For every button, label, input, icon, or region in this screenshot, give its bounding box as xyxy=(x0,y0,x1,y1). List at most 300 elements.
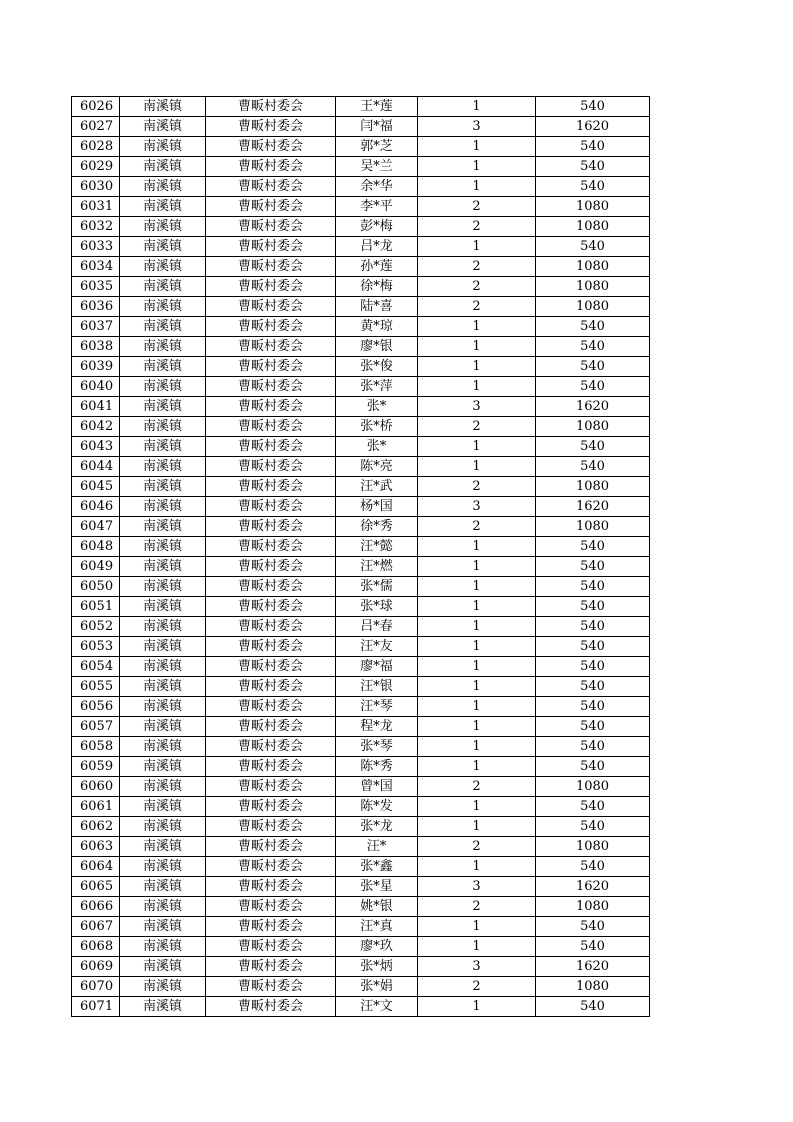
cell-row-number: 6049 xyxy=(72,557,120,577)
cell-row-number: 6066 xyxy=(72,897,120,917)
cell-amount: 540 xyxy=(536,737,650,757)
cell-count: 1 xyxy=(418,937,536,957)
cell-town: 南溪镇 xyxy=(120,877,206,897)
cell-row-number: 6040 xyxy=(72,377,120,397)
cell-amount: 540 xyxy=(536,817,650,837)
cell-amount: 540 xyxy=(536,637,650,657)
cell-amount: 1080 xyxy=(536,257,650,277)
cell-amount: 540 xyxy=(536,537,650,557)
cell-row-number: 6063 xyxy=(72,837,120,857)
cell-town: 南溪镇 xyxy=(120,517,206,537)
cell-name: 孙*莲 xyxy=(336,257,418,277)
cell-name: 郭*芝 xyxy=(336,137,418,157)
cell-amount: 540 xyxy=(536,437,650,457)
cell-count: 1 xyxy=(418,817,536,837)
cell-village-committee: 曹畈村委会 xyxy=(206,297,336,317)
cell-count: 1 xyxy=(418,437,536,457)
cell-row-number: 6038 xyxy=(72,337,120,357)
cell-name: 张*炳 xyxy=(336,957,418,977)
table-row xyxy=(72,657,650,677)
cell-row-number: 6071 xyxy=(72,997,120,1017)
table-row xyxy=(72,217,650,237)
cell-count: 1 xyxy=(418,97,536,117)
cell-row-number: 6060 xyxy=(72,777,120,797)
cell-count: 1 xyxy=(418,717,536,737)
cell-count: 2 xyxy=(418,257,536,277)
cell-amount: 540 xyxy=(536,157,650,177)
table-row xyxy=(72,597,650,617)
cell-village-committee: 曹畈村委会 xyxy=(206,357,336,377)
cell-village-committee: 曹畈村委会 xyxy=(206,177,336,197)
cell-name: 汪* xyxy=(336,837,418,857)
cell-amount: 540 xyxy=(536,337,650,357)
cell-village-committee: 曹畈村委会 xyxy=(206,937,336,957)
cell-amount: 1620 xyxy=(536,497,650,517)
cell-count: 2 xyxy=(418,217,536,237)
cell-amount: 1080 xyxy=(536,977,650,997)
cell-name: 张* xyxy=(336,437,418,457)
cell-name: 余*华 xyxy=(336,177,418,197)
cell-count: 1 xyxy=(418,697,536,717)
cell-row-number: 6031 xyxy=(72,197,120,217)
cell-name: 张*俊 xyxy=(336,357,418,377)
cell-village-committee: 曹畈村委会 xyxy=(206,117,336,137)
cell-row-number: 6050 xyxy=(72,577,120,597)
cell-count: 1 xyxy=(418,237,536,257)
cell-count: 3 xyxy=(418,497,536,517)
cell-village-committee: 曹畈村委会 xyxy=(206,797,336,817)
cell-name: 汪*友 xyxy=(336,637,418,657)
cell-town: 南溪镇 xyxy=(120,237,206,257)
cell-amount: 1080 xyxy=(536,777,650,797)
cell-amount: 540 xyxy=(536,597,650,617)
cell-name: 杨*国 xyxy=(336,497,418,517)
cell-amount: 540 xyxy=(536,557,650,577)
cell-name: 李*平 xyxy=(336,197,418,217)
cell-row-number: 6064 xyxy=(72,857,120,877)
table-row xyxy=(72,637,650,657)
table-body xyxy=(72,97,650,1017)
table-row xyxy=(72,737,650,757)
table-row xyxy=(72,177,650,197)
cell-town: 南溪镇 xyxy=(120,697,206,717)
cell-amount: 1620 xyxy=(536,397,650,417)
cell-row-number: 6028 xyxy=(72,137,120,157)
cell-row-number: 6065 xyxy=(72,877,120,897)
cell-town: 南溪镇 xyxy=(120,217,206,237)
cell-name: 汪*真 xyxy=(336,917,418,937)
cell-name: 汪*懿 xyxy=(336,537,418,557)
cell-town: 南溪镇 xyxy=(120,957,206,977)
table-row xyxy=(72,677,650,697)
cell-village-committee: 曹畈村委会 xyxy=(206,137,336,157)
cell-town: 南溪镇 xyxy=(120,657,206,677)
cell-row-number: 6029 xyxy=(72,157,120,177)
cell-row-number: 6047 xyxy=(72,517,120,537)
cell-amount: 540 xyxy=(536,717,650,737)
cell-village-committee: 曹畈村委会 xyxy=(206,637,336,657)
table-row xyxy=(72,917,650,937)
table-row xyxy=(72,397,650,417)
cell-amount: 540 xyxy=(536,997,650,1017)
cell-row-number: 6062 xyxy=(72,817,120,837)
cell-count: 1 xyxy=(418,997,536,1017)
cell-amount: 1080 xyxy=(536,477,650,497)
cell-town: 南溪镇 xyxy=(120,497,206,517)
cell-count: 1 xyxy=(418,177,536,197)
cell-name: 张*龙 xyxy=(336,817,418,837)
table-row xyxy=(72,777,650,797)
cell-count: 2 xyxy=(418,777,536,797)
table-row xyxy=(72,837,650,857)
cell-town: 南溪镇 xyxy=(120,157,206,177)
cell-village-committee: 曹畈村委会 xyxy=(206,897,336,917)
cell-count: 1 xyxy=(418,857,536,877)
cell-village-committee: 曹畈村委会 xyxy=(206,337,336,357)
cell-count: 1 xyxy=(418,137,536,157)
cell-name: 汪*武 xyxy=(336,477,418,497)
cell-village-committee: 曹畈村委会 xyxy=(206,157,336,177)
cell-count: 2 xyxy=(418,197,536,217)
cell-count: 1 xyxy=(418,377,536,397)
cell-town: 南溪镇 xyxy=(120,737,206,757)
cell-village-committee: 曹畈村委会 xyxy=(206,737,336,757)
cell-village-committee: 曹畈村委会 xyxy=(206,417,336,437)
cell-town: 南溪镇 xyxy=(120,477,206,497)
table-row xyxy=(72,197,650,217)
cell-town: 南溪镇 xyxy=(120,837,206,857)
cell-count: 3 xyxy=(418,957,536,977)
cell-amount: 1080 xyxy=(536,837,650,857)
cell-count: 1 xyxy=(418,657,536,677)
cell-count: 2 xyxy=(418,517,536,537)
cell-amount: 1080 xyxy=(536,197,650,217)
cell-count: 1 xyxy=(418,537,536,557)
cell-count: 2 xyxy=(418,477,536,497)
cell-town: 南溪镇 xyxy=(120,397,206,417)
table-row xyxy=(72,577,650,597)
cell-amount: 540 xyxy=(536,857,650,877)
table-row xyxy=(72,457,650,477)
cell-count: 3 xyxy=(418,117,536,137)
table-row xyxy=(72,257,650,277)
cell-count: 1 xyxy=(418,157,536,177)
cell-row-number: 6037 xyxy=(72,317,120,337)
table-row xyxy=(72,497,650,517)
cell-count: 1 xyxy=(418,337,536,357)
cell-row-number: 6048 xyxy=(72,537,120,557)
table-row xyxy=(72,277,650,297)
table-row xyxy=(72,317,650,337)
cell-town: 南溪镇 xyxy=(120,997,206,1017)
cell-village-committee: 曹畈村委会 xyxy=(206,317,336,337)
cell-name: 闫*福 xyxy=(336,117,418,137)
cell-amount: 1620 xyxy=(536,117,650,137)
cell-village-committee: 曹畈村委会 xyxy=(206,497,336,517)
cell-village-committee: 曹畈村委会 xyxy=(206,777,336,797)
cell-amount: 540 xyxy=(536,757,650,777)
cell-amount: 540 xyxy=(536,697,650,717)
cell-row-number: 6069 xyxy=(72,957,120,977)
cell-village-committee: 曹畈村委会 xyxy=(206,217,336,237)
cell-row-number: 6061 xyxy=(72,797,120,817)
cell-town: 南溪镇 xyxy=(120,437,206,457)
cell-town: 南溪镇 xyxy=(120,377,206,397)
cell-village-committee: 曹畈村委会 xyxy=(206,577,336,597)
cell-name: 张*鑫 xyxy=(336,857,418,877)
cell-town: 南溪镇 xyxy=(120,417,206,437)
cell-amount: 540 xyxy=(536,457,650,477)
cell-row-number: 6068 xyxy=(72,937,120,957)
cell-row-number: 6046 xyxy=(72,497,120,517)
cell-amount: 540 xyxy=(536,937,650,957)
cell-village-committee: 曹畈村委会 xyxy=(206,197,336,217)
cell-town: 南溪镇 xyxy=(120,137,206,157)
cell-town: 南溪镇 xyxy=(120,457,206,477)
cell-amount: 540 xyxy=(536,797,650,817)
cell-row-number: 6051 xyxy=(72,597,120,617)
cell-town: 南溪镇 xyxy=(120,297,206,317)
cell-name: 廖*福 xyxy=(336,657,418,677)
cell-name: 曾*国 xyxy=(336,777,418,797)
cell-row-number: 6036 xyxy=(72,297,120,317)
cell-name: 陈*发 xyxy=(336,797,418,817)
cell-row-number: 6039 xyxy=(72,357,120,377)
cell-count: 1 xyxy=(418,797,536,817)
table-row xyxy=(72,437,650,457)
cell-count: 2 xyxy=(418,277,536,297)
cell-amount: 540 xyxy=(536,237,650,257)
cell-town: 南溪镇 xyxy=(120,857,206,877)
table-row xyxy=(72,957,650,977)
cell-name: 黄*琼 xyxy=(336,317,418,337)
cell-name: 张*桥 xyxy=(336,417,418,437)
cell-name: 廖*银 xyxy=(336,337,418,357)
table-row xyxy=(72,557,650,577)
cell-row-number: 6042 xyxy=(72,417,120,437)
cell-village-committee: 曹畈村委会 xyxy=(206,977,336,997)
cell-amount: 540 xyxy=(536,617,650,637)
cell-village-committee: 曹畈村委会 xyxy=(206,437,336,457)
cell-name: 吕*春 xyxy=(336,617,418,637)
cell-count: 3 xyxy=(418,877,536,897)
cell-village-committee: 曹畈村委会 xyxy=(206,817,336,837)
cell-row-number: 6034 xyxy=(72,257,120,277)
cell-town: 南溪镇 xyxy=(120,757,206,777)
cell-row-number: 6032 xyxy=(72,217,120,237)
table-row xyxy=(72,937,650,957)
table-row xyxy=(72,157,650,177)
table-row xyxy=(72,237,650,257)
cell-name: 张*琴 xyxy=(336,737,418,757)
cell-count: 1 xyxy=(418,677,536,697)
cell-row-number: 6056 xyxy=(72,697,120,717)
cell-row-number: 6067 xyxy=(72,917,120,937)
cell-town: 南溪镇 xyxy=(120,637,206,657)
table-row xyxy=(72,997,650,1017)
cell-town: 南溪镇 xyxy=(120,197,206,217)
cell-row-number: 6045 xyxy=(72,477,120,497)
cell-amount: 1080 xyxy=(536,417,650,437)
cell-count: 1 xyxy=(418,757,536,777)
cell-name: 程*龙 xyxy=(336,717,418,737)
table-row xyxy=(72,697,650,717)
cell-village-committee: 曹畈村委会 xyxy=(206,597,336,617)
cell-amount: 540 xyxy=(536,677,650,697)
table-row xyxy=(72,377,650,397)
cell-row-number: 6035 xyxy=(72,277,120,297)
cell-name: 彭*梅 xyxy=(336,217,418,237)
cell-row-number: 6055 xyxy=(72,677,120,697)
cell-name: 汪*银 xyxy=(336,677,418,697)
cell-name: 张*星 xyxy=(336,877,418,897)
cell-village-committee: 曹畈村委会 xyxy=(206,457,336,477)
cell-name: 王*莲 xyxy=(336,97,418,117)
cell-count: 1 xyxy=(418,637,536,657)
cell-amount: 540 xyxy=(536,657,650,677)
cell-village-committee: 曹畈村委会 xyxy=(206,397,336,417)
cell-village-committee: 曹畈村委会 xyxy=(206,837,336,857)
cell-village-committee: 曹畈村委会 xyxy=(206,617,336,637)
cell-town: 南溪镇 xyxy=(120,717,206,737)
cell-village-committee: 曹畈村委会 xyxy=(206,377,336,397)
table-row xyxy=(72,717,650,737)
cell-name: 张*球 xyxy=(336,597,418,617)
cell-town: 南溪镇 xyxy=(120,177,206,197)
table-row xyxy=(72,477,650,497)
cell-amount: 540 xyxy=(536,317,650,337)
cell-village-committee: 曹畈村委会 xyxy=(206,697,336,717)
cell-amount: 540 xyxy=(536,377,650,397)
cell-name: 张*萍 xyxy=(336,377,418,397)
cell-village-committee: 曹畈村委会 xyxy=(206,917,336,937)
cell-village-committee: 曹畈村委会 xyxy=(206,537,336,557)
cell-count: 3 xyxy=(418,397,536,417)
cell-count: 2 xyxy=(418,297,536,317)
cell-town: 南溪镇 xyxy=(120,577,206,597)
cell-row-number: 6043 xyxy=(72,437,120,457)
cell-village-committee: 曹畈村委会 xyxy=(206,717,336,737)
cell-village-committee: 曹畈村委会 xyxy=(206,957,336,977)
table-row xyxy=(72,757,650,777)
cell-village-committee: 曹畈村委会 xyxy=(206,757,336,777)
cell-town: 南溪镇 xyxy=(120,917,206,937)
cell-count: 1 xyxy=(418,357,536,377)
cell-town: 南溪镇 xyxy=(120,97,206,117)
table-row xyxy=(72,537,650,557)
table-row xyxy=(72,797,650,817)
cell-town: 南溪镇 xyxy=(120,597,206,617)
cell-name: 张*娟 xyxy=(336,977,418,997)
cell-count: 1 xyxy=(418,577,536,597)
cell-town: 南溪镇 xyxy=(120,617,206,637)
cell-row-number: 6059 xyxy=(72,757,120,777)
cell-name: 吴*兰 xyxy=(336,157,418,177)
cell-count: 2 xyxy=(418,837,536,857)
cell-town: 南溪镇 xyxy=(120,797,206,817)
cell-village-committee: 曹畈村委会 xyxy=(206,857,336,877)
cell-town: 南溪镇 xyxy=(120,677,206,697)
cell-name: 陈*亮 xyxy=(336,457,418,477)
table-row xyxy=(72,897,650,917)
cell-amount: 1620 xyxy=(536,877,650,897)
cell-amount: 1080 xyxy=(536,297,650,317)
cell-name: 陆*喜 xyxy=(336,297,418,317)
cell-row-number: 6044 xyxy=(72,457,120,477)
cell-count: 1 xyxy=(418,917,536,937)
cell-amount: 540 xyxy=(536,177,650,197)
cell-count: 1 xyxy=(418,737,536,757)
cell-count: 2 xyxy=(418,417,536,437)
cell-village-committee: 曹畈村委会 xyxy=(206,97,336,117)
cell-row-number: 6052 xyxy=(72,617,120,637)
cell-name: 徐*秀 xyxy=(336,517,418,537)
cell-count: 1 xyxy=(418,557,536,577)
cell-amount: 1620 xyxy=(536,957,650,977)
cell-amount: 1080 xyxy=(536,517,650,537)
table-row xyxy=(72,817,650,837)
cell-amount: 540 xyxy=(536,137,650,157)
cell-village-committee: 曹畈村委会 xyxy=(206,657,336,677)
data-table xyxy=(71,96,650,1017)
cell-town: 南溪镇 xyxy=(120,337,206,357)
table-row xyxy=(72,617,650,637)
table-row xyxy=(72,977,650,997)
cell-name: 汪*文 xyxy=(336,997,418,1017)
cell-town: 南溪镇 xyxy=(120,277,206,297)
table-row xyxy=(72,337,650,357)
cell-town: 南溪镇 xyxy=(120,977,206,997)
cell-town: 南溪镇 xyxy=(120,257,206,277)
cell-amount: 1080 xyxy=(536,217,650,237)
cell-count: 1 xyxy=(418,597,536,617)
table-row xyxy=(72,877,650,897)
table-row xyxy=(72,97,650,117)
cell-row-number: 6058 xyxy=(72,737,120,757)
cell-town: 南溪镇 xyxy=(120,357,206,377)
cell-name: 汪*琴 xyxy=(336,697,418,717)
cell-village-committee: 曹畈村委会 xyxy=(206,237,336,257)
cell-town: 南溪镇 xyxy=(120,117,206,137)
cell-row-number: 6033 xyxy=(72,237,120,257)
table-row xyxy=(72,417,650,437)
cell-row-number: 6070 xyxy=(72,977,120,997)
cell-count: 1 xyxy=(418,457,536,477)
cell-town: 南溪镇 xyxy=(120,897,206,917)
cell-row-number: 6026 xyxy=(72,97,120,117)
table-row xyxy=(72,117,650,137)
cell-town: 南溪镇 xyxy=(120,317,206,337)
table-row xyxy=(72,357,650,377)
cell-town: 南溪镇 xyxy=(120,537,206,557)
cell-row-number: 6030 xyxy=(72,177,120,197)
cell-village-committee: 曹畈村委会 xyxy=(206,877,336,897)
cell-name: 张*儒 xyxy=(336,577,418,597)
cell-amount: 540 xyxy=(536,577,650,597)
cell-name: 汪*燃 xyxy=(336,557,418,577)
cell-row-number: 6027 xyxy=(72,117,120,137)
cell-village-committee: 曹畈村委会 xyxy=(206,677,336,697)
cell-town: 南溪镇 xyxy=(120,817,206,837)
cell-row-number: 6053 xyxy=(72,637,120,657)
table-row xyxy=(72,137,650,157)
cell-village-committee: 曹畈村委会 xyxy=(206,277,336,297)
cell-name: 廖*玖 xyxy=(336,937,418,957)
cell-amount: 540 xyxy=(536,97,650,117)
cell-village-committee: 曹畈村委会 xyxy=(206,517,336,537)
cell-amount: 1080 xyxy=(536,277,650,297)
table-row xyxy=(72,517,650,537)
